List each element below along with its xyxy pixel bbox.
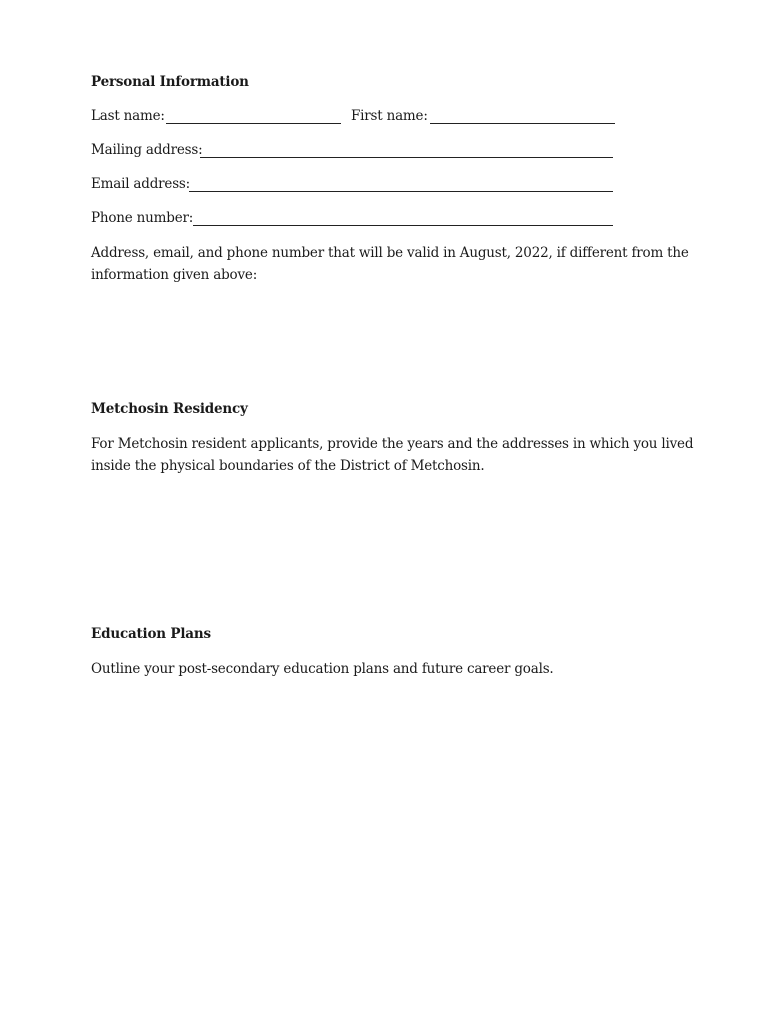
residency-instructions-line-1: For Metchosin resident applicants, provide the years and the addresses in which you lived [91, 436, 694, 452]
mailing-address-field[interactable] [200, 157, 613, 158]
alternate-contact-response-area[interactable] [91, 290, 681, 390]
alternate-contact-instructions [91, 242, 711, 286]
phone-number-label: Phone number: [91, 210, 194, 226]
phone-number-field[interactable] [193, 225, 613, 226]
residency-response-area[interactable] [91, 482, 681, 612]
education-instructions-line-1: Outline your post-secondary education plans and future career goals. [91, 661, 554, 677]
education-plans-heading: Education Plans [91, 626, 211, 642]
last-name-label: Last name: [91, 108, 165, 124]
last-name-field[interactable] [166, 123, 341, 124]
first-name-field[interactable] [430, 123, 615, 124]
residency-instructions [91, 433, 711, 477]
email-address-field[interactable] [189, 191, 613, 192]
mailing-address-label: Mailing address: [91, 142, 203, 158]
education-instructions [91, 658, 711, 680]
residency-instructions-line-2: inside the physical boundaries of the District of Metchosin. [91, 458, 485, 474]
alternate-contact-line-2: information given above: [91, 267, 258, 283]
alternate-contact-line-1: Address, email, and phone number that will be valid in August, 2022, if different from the [91, 245, 689, 261]
education-response-area[interactable] [91, 690, 681, 970]
first-name-label: First name: [351, 108, 428, 124]
metchosin-residency-heading: Metchosin Residency [91, 401, 248, 417]
email-address-label: Email address: [91, 176, 191, 192]
personal-information-heading: Personal Information [91, 74, 249, 90]
